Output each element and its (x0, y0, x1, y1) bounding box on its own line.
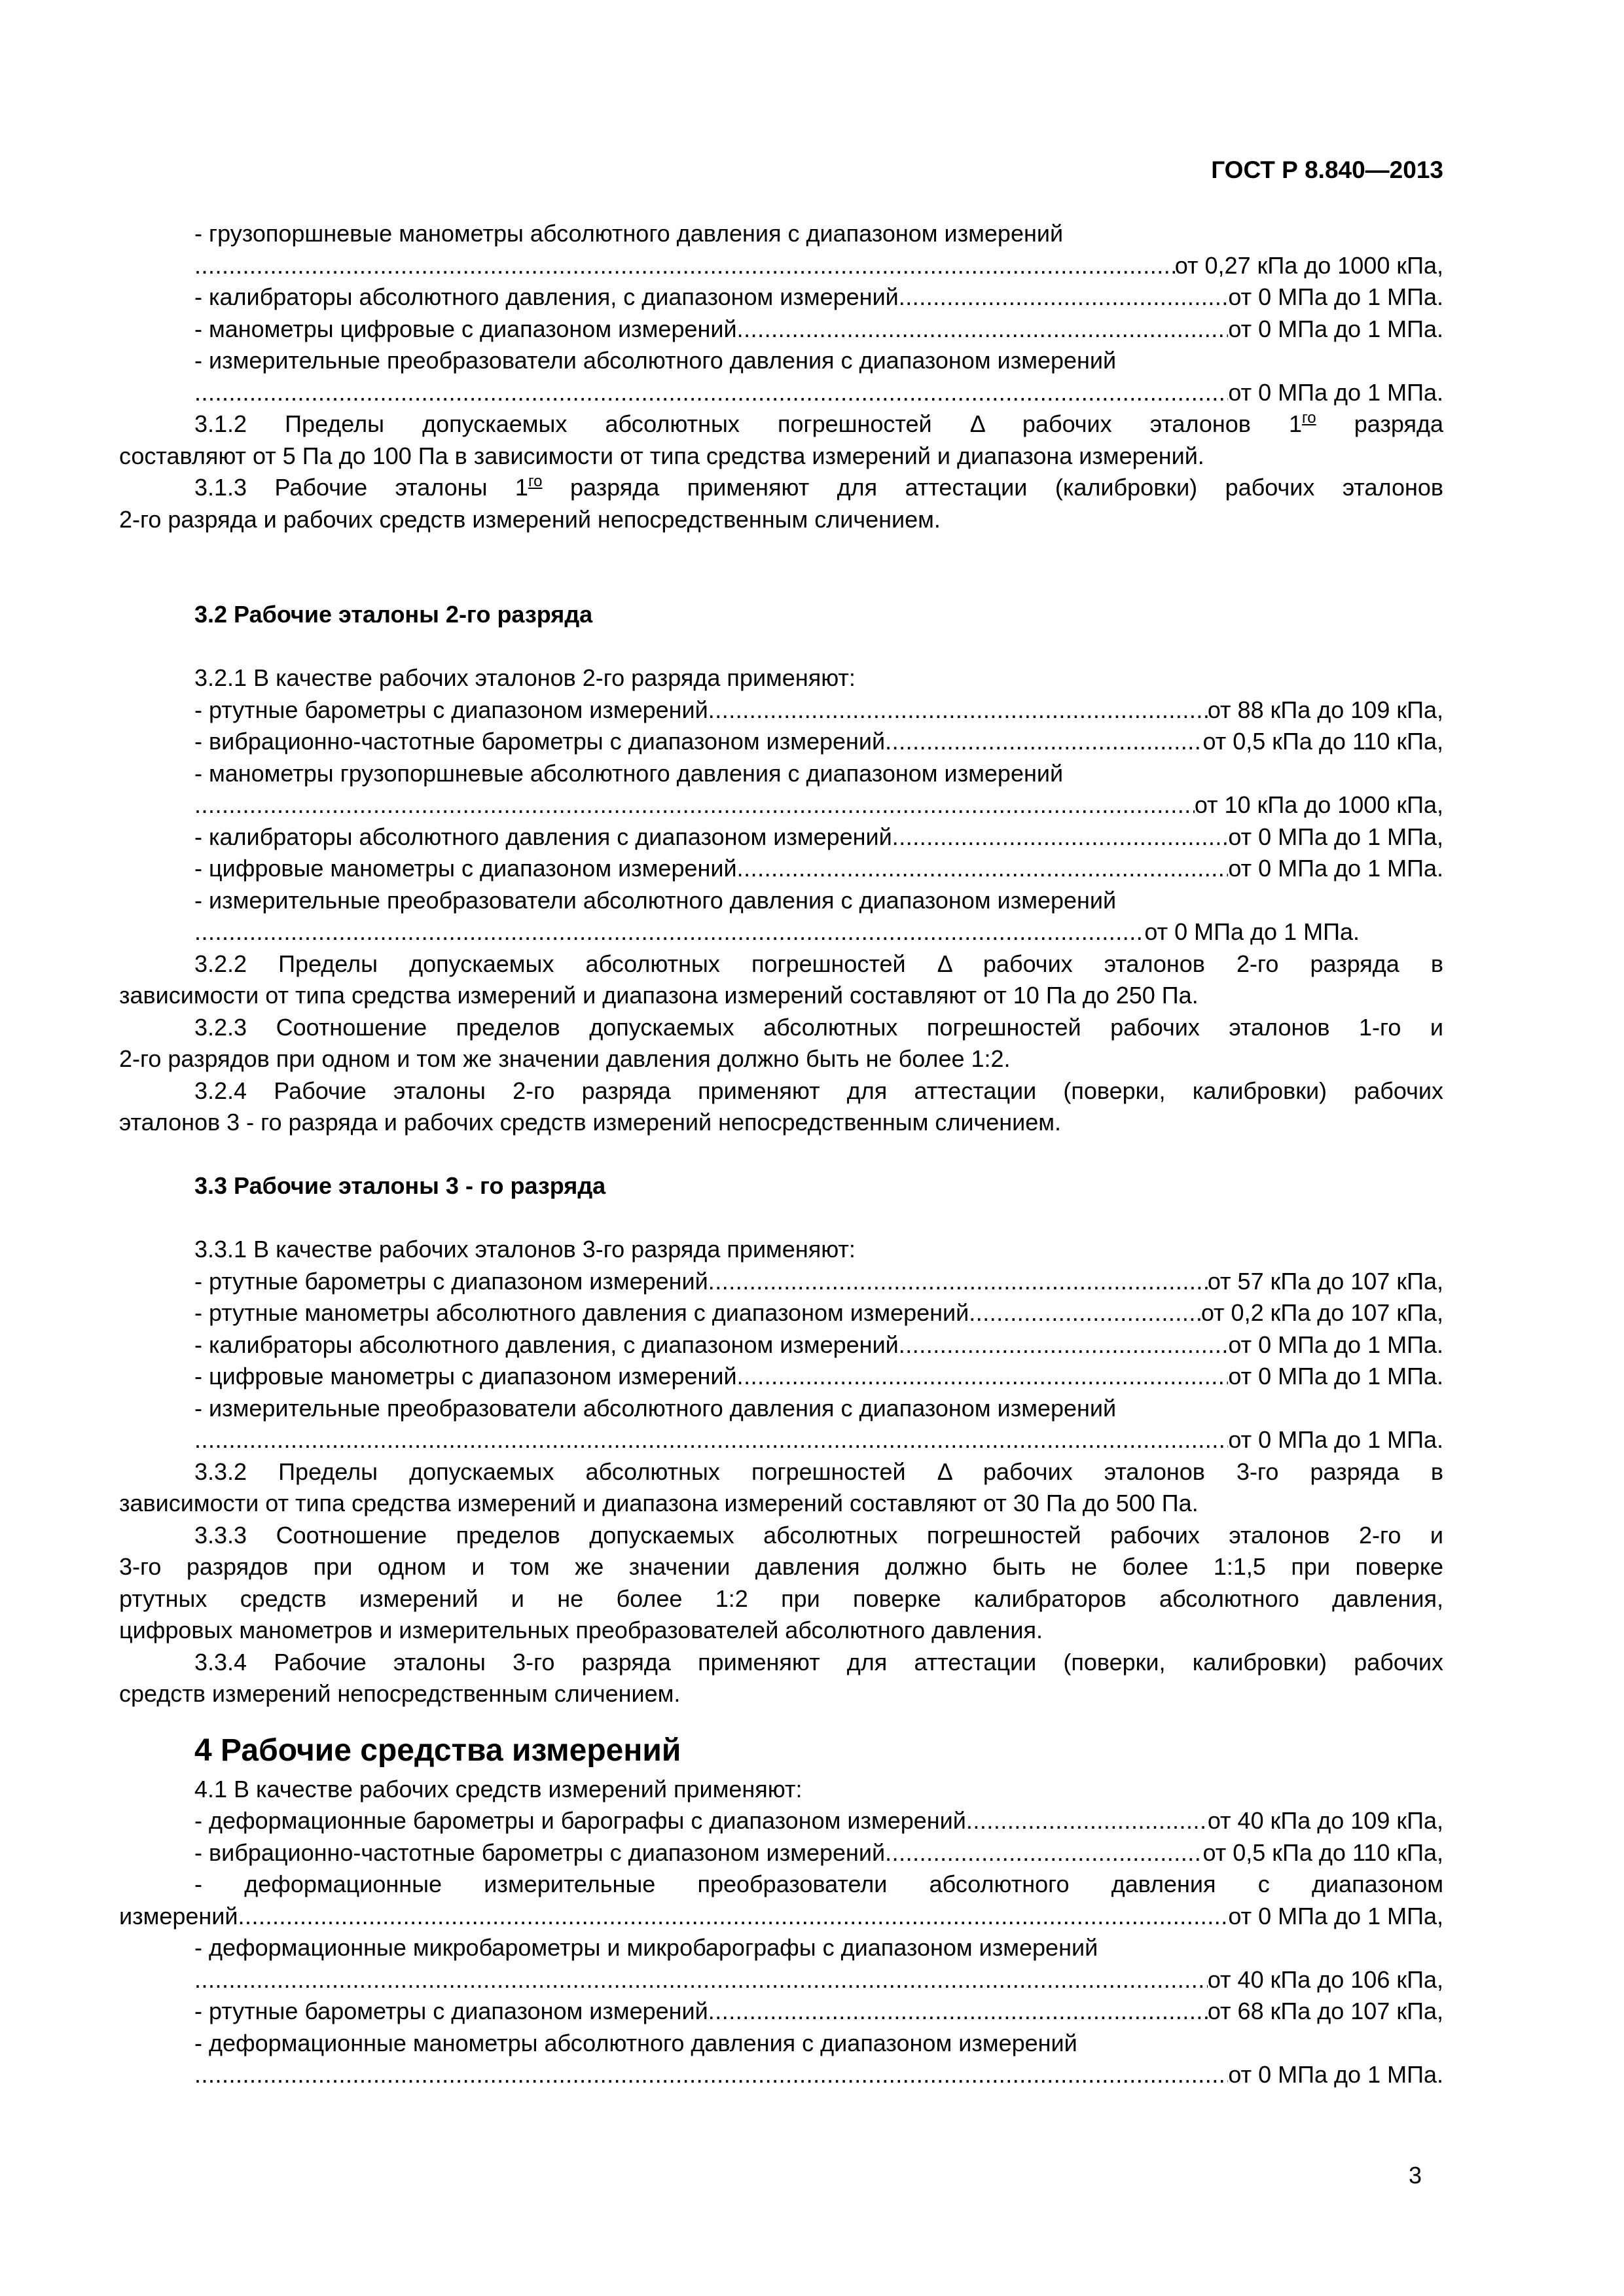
document-header: ГОСТ Р 8.840—2013 (1211, 156, 1443, 183)
list-item: - ртутные барометры с диапазоном измерений ..... от 57 кПа до 107 кПа, (119, 1266, 1443, 1298)
page-number: 3 (1409, 2162, 1422, 2189)
document-body (119, 218, 1443, 2091)
list-item: - ртутные манометры абсолютного давления с диапазоном измерений ..... от 0,2 кПа до 107 кПа, (119, 1297, 1443, 1329)
list-item: - калибраторы абсолютного давления, с диапазоном измерений ..... от 0 МПа до 1 МПа. (119, 1329, 1443, 1361)
paragraph-3-3-3-cont: 3-го разрядов при одном и том же значении давления должно быть не более 1:1,5 при поверке (119, 1553, 1443, 1580)
range-value: от 0 МПа до 1 МПа. (1144, 918, 1360, 945)
list-item: - деформационные микробарометры и микробарографы с диапазоном измерений (194, 1934, 1098, 1961)
paragraph-3-2-3-cont: 2-го разрядов при одном и том же значении давления должно быть не более 1:2. (119, 1045, 1011, 1072)
section-heading-4: 4 Рабочие средства измерений (194, 1732, 681, 1768)
list-item-leader (119, 250, 1443, 282)
list-item: - измерительные преобразователи абсолютного давления с диапазоном измерений (194, 1394, 1117, 1422)
paragraph-3-2-2-cont: зависимости от типа средства измерений и диапазона измерений составляют от 10 Па до 250 Па. (119, 982, 1199, 1009)
list-item-leader (119, 1424, 1443, 1456)
list-item-leader (119, 916, 1443, 948)
paragraph-3-2-4: 3.2.4 Рабочие эталоны 2-го разряда применяют для аттестации (поверки, калибровки) рабочих (194, 1077, 1443, 1104)
paragraph-3-3-1: 3.3.1 В качестве рабочих эталонов 3-го разряда применяют: (194, 1236, 856, 1263)
list-item: - деформационные манометры абсолютного давления с диапазоном измерений (194, 2029, 1077, 2056)
paragraph-3-2-1: 3.2.1 В качестве рабочих эталонов 2-го разряда применяют: (194, 664, 856, 691)
range-value: от 88 кПа до 109 кПа, (1207, 696, 1443, 723)
list-item: - ртутные барометры с диапазоном измерений ..... от 68 кПа до 107 кПа, (119, 1996, 1443, 2028)
list-item: - калибраторы абсолютного давления, с диапазоном измерений ..... от 0 МПа до 1 МПа. (119, 281, 1443, 314)
range-value: от 0 МПа до 1 МПа. (1228, 1363, 1443, 1390)
list-item: - манометры грузопоршневые абсолютного давления с диапазоном измерений (194, 759, 1064, 787)
paragraph-3-3-4: 3.3.4 Рабочие эталоны 3-го разряда применяют для аттестации (поверки, калибровки) рабочих (194, 1648, 1443, 1676)
paragraph-4-1: 4.1 В качестве рабочих средств измерений применяют: (194, 1775, 803, 1803)
section-heading-3-2: 3.2 Рабочие эталоны 2-го разряда (194, 601, 593, 628)
range-value: от 0 МПа до 1 МПа. (1228, 1426, 1443, 1453)
list-item: - ртутные барометры с диапазоном измерений ..... от 88 кПа до 109 кПа, (119, 694, 1443, 726)
range-value: от 0 МПа до 1 МПа, (1228, 823, 1443, 850)
list-item-leader (119, 377, 1443, 409)
section-heading-3-3: 3.3 Рабочие эталоны 3 - го разряда (194, 1172, 606, 1199)
list-item-leader (119, 1964, 1443, 1996)
range-value: от 0,2 кПа до 107 кПа, (1200, 1299, 1443, 1326)
range-value: от 0,5 кПа до 110 кПа, (1202, 1839, 1443, 1866)
range-value: от 40 кПа до 109 кПа, (1207, 1807, 1443, 1834)
list-item: - цифровые манометры с диапазоном измерений ..... от 0 МПа до 1 МПа. (119, 1361, 1443, 1393)
range-value: от 40 кПа до 106 кПа, (1207, 1965, 1443, 1993)
paragraph-3-3-4-cont: средств измерений непосредственным сличением. (119, 1680, 681, 1707)
list-item: - деформационные барометры и барографы с диапазоном измерений ..... от 40 кПа до 109 кПа, (119, 1805, 1443, 1837)
paragraph-3-2-4-cont: эталонов 3 - го разряда и рабочих средств измерений непосредственным сличением. (119, 1109, 1062, 1136)
list-item-cont: измерений ..... от 0 МПа до 1 МПа, (119, 1901, 1443, 1933)
list-item: - вибрационно-частотные барометры с диапазоном измерений ..... от 0,5 кПа до 110 кПа, (119, 1837, 1443, 1869)
range-value: от 0 МПа до 1 МПа. (1228, 378, 1443, 406)
paragraph-3-3-3-cont: ртутных средств измерений и не более 1:2 при поверке калибраторов абсолютного давления, (119, 1585, 1443, 1612)
paragraph-3-1-3-cont: 2-го разряда и рабочих средств измерений непосредственным сличением. (119, 505, 941, 533)
range-value: от 0 МПа до 1 МПа. (1228, 855, 1443, 882)
paragraph-3-3-3-cont: цифровых манометров и измерительных преобразователей абсолютного давления. (119, 1617, 1043, 1643)
paragraph-3-2-3: 3.2.3 Соотношение пределов допускаемых абсолютных погрешностей рабочих эталонов 1-го и (194, 1013, 1443, 1041)
paragraph-3-1-3: 3.1.3 Рабочие эталоны $1^{го}$ разряда применяют для аттестации (калибровки) рабочих эталонов (194, 473, 1443, 501)
range-value: от 0 МПа до 1 МПа. (1228, 1331, 1443, 1358)
range-value: от 0 МПа до 1 МПа. (1228, 283, 1443, 310)
range-value: от 0 МПа до 1 МПа. (1228, 2061, 1443, 2088)
paragraph-3-2-2: 3.2.2 Пределы допускаемых абсолютных погрешностей Δ рабочих эталонов 2-го разряда в (194, 950, 1443, 977)
paragraph-3-1-2-cont: составляют от 5 Па до 100 Па в зависимости от типа средства измерений и диапазона измерений. (119, 442, 1204, 469)
list-item: - измерительные преобразователи абсолютного давления с диапазоном измерений (194, 347, 1117, 374)
list-item-leader (119, 2059, 1443, 2091)
range-value: от 0,27 кПа до 1000 кПа, (1174, 251, 1443, 279)
paragraph-3-1-2: 3.1.2 Пределы допускаемых абсолютных погрешностей Δ рабочих эталонов $1^{го}$ разряда (194, 409, 1443, 437)
paragraph-3-3-3: 3.3.3 Соотношение пределов допускаемых абсолютных погрешностей рабочих эталонов 2-го и (194, 1521, 1443, 1549)
list-item-leader (119, 789, 1443, 821)
range-value: от 57 кПа до 107 кПа, (1207, 1267, 1443, 1295)
range-value: от 0 МПа до 1 МПа. (1228, 315, 1443, 342)
list-item: - манометры цифровые с диапазоном измерений ..... от 0 МПа до 1 МПа. (119, 314, 1443, 346)
range-value: от 0 МПа до 1 МПа, (1228, 1902, 1443, 1929)
list-item: - вибрационно-частотные барометры с диапазоном измерений ..... от 0,5 кПа до 110 кПа, (119, 726, 1443, 758)
list-item: - измерительные преобразователи абсолютного давления с диапазоном измерений (194, 886, 1117, 914)
range-value: от 68 кПа до 107 кПа, (1207, 1998, 1443, 2024)
range-value: от 10 кПа до 1000 кПа, (1194, 791, 1443, 818)
paragraph-3-3-2-cont: зависимости от типа средства измерений и диапазона измерений составляют от 30 Па до 500 Па. (119, 1490, 1199, 1516)
list-item: - грузопоршневые манометры абсолютного давления с диапазоном измерений (194, 220, 1064, 247)
list-item: - цифровые манометры с диапазоном измерений ..... от 0 МПа до 1 МПа. (119, 853, 1443, 885)
paragraph-3-3-2: 3.3.2 Пределы допускаемых абсолютных погрешностей Δ рабочих эталонов 3-го разряда в (194, 1458, 1443, 1485)
range-value: от 0,5 кПа до 110 кПа, (1202, 728, 1443, 755)
list-item: - деформационные измерительные преобразователи абсолютного давления с диапазоном (194, 1871, 1443, 1897)
list-item: - калибраторы абсолютного давления с диапазоном измерений ..... от 0 МПа до 1 МПа, (119, 821, 1443, 853)
